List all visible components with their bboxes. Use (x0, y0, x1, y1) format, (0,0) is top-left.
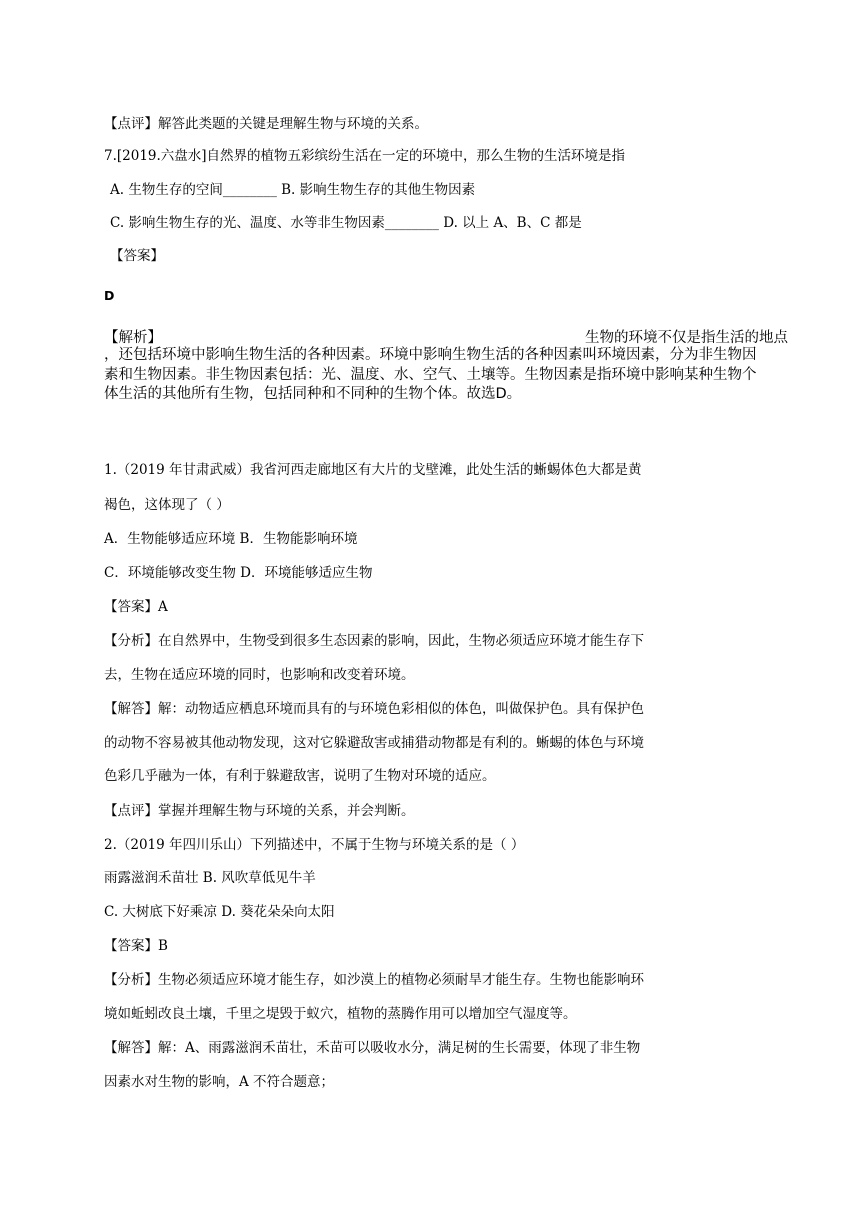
question-2-analysis: 【分析】生物必须适应环境才能生存，如沙漠上的植物必须耐旱才能生存。生物也能影响环 (104, 972, 644, 988)
question-7-analysis-start: 生物的环境不仅是指生活的地点 (585, 330, 788, 346)
question-7-stem: 7.[2019.六盘水]自然界的植物五彩缤纷生活在一定的环境中，那么生物的生活环境是指 (104, 148, 626, 164)
question-1-solution-line-2: 的动物不容易被其他动物发现，这对它躲避敌害或捕猎动物都是有利的。蜥蜴的体色与环境 (104, 735, 644, 751)
question-2-analysis-cont: 境如蚯蚓改良土壤，千里之堤毁于蚁穴，植物的蒸腾作用可以增加空气湿度等。 (104, 1006, 577, 1022)
question-2-options-cd: C. 大树底下好乘凉 D. 葵花朵朵向太阳 (104, 904, 335, 920)
question-2-solution: 【解答】解：A、雨露滋润禾苗壮，禾苗可以吸收水分，满足树的生长需要，体现了非生物 (104, 1040, 641, 1056)
question-1-review: 【点评】掌握并理解生物与环境的关系，并会判断。 (104, 803, 415, 819)
question-7-answer-label: 【答案】 (110, 248, 164, 264)
question-7-analysis-line-3: 素和生物因素。非生物因素包括：光、温度、水、空气、土壤等。生物因素是指环境中影响某种生物个 (104, 367, 757, 383)
question-1-solution-line-3: 色彩几乎融为一体，有利于躲避敌害，说明了生物对环境的适应。 (104, 768, 496, 784)
question-2-stem: 2.（2019 年四川乐山）下列描述中，不属于生物与环境关系的是（ ） (104, 837, 525, 853)
question-7-analysis-line-2: ，还包括环境中影响生物生活的各种因素。环境中影响生物生活的各种因素叫环境因素，分为非生物因 (104, 347, 757, 363)
review-note-1: 【点评】解答此类题的关键是理解生物与环境的关系。 (104, 116, 428, 132)
question-7-options-ab: A. 生物生存的空间________ B. 影响生物生存的其他生物因素 (110, 182, 476, 198)
question-1-analysis: 【分析】在自然界中，生物受到很多生态因素的影响，因此，生物必须适应环境才能生存下 (104, 633, 644, 649)
question-2-answer: 【答案】B (104, 938, 168, 954)
question-2-options-ab: 雨露滋润禾苗壮 B. 风吹草低见牛羊 (104, 870, 316, 886)
question-1-answer: 【答案】A (104, 599, 168, 615)
question-1-stem-cont: 褐色，这体现了（ ） (104, 497, 230, 513)
question-7-answer: D (104, 288, 115, 303)
question-1-options-cd: C．环境能够改变生物 D．环境能够适应生物 (104, 565, 373, 581)
question-2-solution-cont: 因素水对生物的影响，A 不符合题意； (104, 1074, 335, 1090)
question-1-stem: 1.（2019 年甘肃武威）我省河西走廊地区有大片的戈壁滩，此处生活的蜥蜴体色大都是黄 (104, 462, 642, 478)
question-1-analysis-cont: 去，生物在适应环境的同时，也影响和改变着环境。 (104, 667, 415, 683)
question-7-analysis-line-4: 体生活的其他所有生物，包括同种和不同种的生物个体。故选D。 (104, 386, 522, 402)
question-1-solution: 【解答】解：动物适应栖息环境而具有的与环境色彩相似的体色，叫做保护色。具有保护色 (104, 701, 644, 717)
question-1-options-ab: A．生物能够适应环境 B．生物能影响环境 (104, 531, 358, 547)
question-7-options-cd: C. 影响生物生存的光、温度、水等非生物因素________ D. 以上 A、B、C 都是 (110, 215, 582, 231)
question-7-analysis-label: 【解析】 (104, 330, 162, 346)
